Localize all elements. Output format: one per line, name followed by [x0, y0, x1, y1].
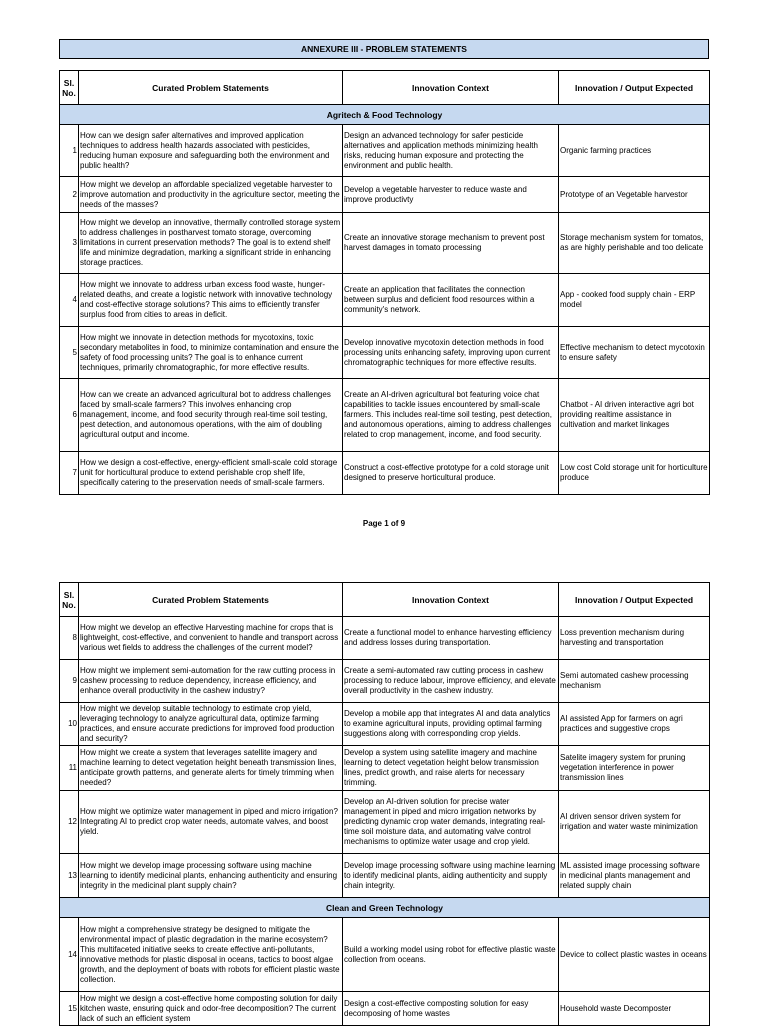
context-cell: Create an AI-driven agricultural bot featuring voice chat capabilities to tackle issues encountered by small-scale farmers. This includes real-time soil testing, pest detection, and autonomous operations, aiming to address challenges related to crop management, income, and food security.	[343, 379, 559, 452]
context-cell: Create a functional model to enhance harvesting efficiency and address losses during transportation.	[343, 617, 559, 660]
problem-table-page-2	[59, 582, 710, 1026]
context-cell: Develop a mobile app that integrates AI and data analytics to examine agricultural inputs, providing optimal farming suggestions along with corresponding crop yields.	[343, 703, 559, 746]
output-cell: Prototype of an Vegetable harvestor	[559, 177, 710, 213]
problem-cell: How might we develop image processing software using machine learning to identify medicinal plants, enhancing authenticity and ensuring integrity in the medicinal plant supply chain?	[79, 854, 343, 898]
table-row	[60, 992, 710, 1026]
section-agritech: Agritech & Food Technology	[60, 105, 710, 125]
row-number: 7	[60, 452, 79, 495]
context-cell: Create an innovative storage mechanism to prevent post harvest damages in tomato processing	[343, 213, 559, 274]
output-cell: Semi automated cashew processing mechanism	[559, 660, 710, 703]
row-number: 9	[60, 660, 79, 703]
problem-cell: How might we innovate in detection methods for mycotoxins, toxic secondary metabolites in food, to minimize contamination and ensure the safety of food processing units? The goal is to enhance current techniques, primarily chromatographic, for more effective results.	[79, 327, 343, 379]
page-number: Page 1 of 9	[362, 519, 406, 528]
problem-cell: How might we design a cost-effective home composting solution for daily kitchen waste, ensuring quick and odor-free decomposition? The current lack of such an efficient system	[79, 992, 343, 1026]
context-cell: Develop innovative mycotoxin detection methods in food processing units enhancing safety, improving upon current chromatographic techniques for more effective results.	[343, 327, 559, 379]
row-number: 8	[60, 617, 79, 660]
context-cell: Develop image processing software using machine learning to identify medicinal plants, aiding authenticity and supply chain integrity.	[343, 854, 559, 898]
problem-cell: How can we design safer alternatives and improved application techniques to address health hazards associated with pesticides, reducing human exposure and safeguarding both the environment and public health?	[79, 125, 343, 177]
table-row	[60, 274, 710, 327]
header-context: Innovation Context	[343, 583, 559, 617]
table-row	[60, 617, 710, 660]
table-row	[60, 327, 710, 379]
section-clean: Clean and Green Technology	[60, 898, 710, 918]
output-cell: Household waste Decomposter	[559, 992, 710, 1026]
problem-cell: How might we develop an innovative, thermally controlled storage system to address challenges in postharvest tomato storage, overcoming limitations in current preservation methods? The goal is to extend shelf life and minimize degradation, marking a significant stride in enhancing storage practices.	[79, 213, 343, 274]
table-row	[60, 660, 710, 703]
problem-cell: How might we develop suitable technology to estimate crop yield, leveraging technology to analyze agricultural data, optimize farming practices, and ensure accurate predictions for improved food production and security?	[79, 703, 343, 746]
problem-cell: How might we optimize water management in piped and micro irrigation? Integrating AI to predict crop water needs, automate valves, and boost yield.	[79, 791, 343, 854]
output-cell: Device to collect plastic wastes in oceans	[559, 918, 710, 992]
output-cell: Organic farming practices	[559, 125, 710, 177]
header-sl-no: Sl. No.	[60, 71, 79, 105]
table-row	[60, 918, 710, 992]
header-context: Innovation Context	[343, 71, 559, 105]
context-cell: Design an advanced technology for safer pesticide alternatives and application methods minimizing health risks, reducing human exposure and protecting the environment and public health.	[343, 125, 559, 177]
output-cell: ML assisted image processing software in medicinal plants management and related supply chain	[559, 854, 710, 898]
context-cell: Design a cost-effective composting solution for easy decomposing of home wastes	[343, 992, 559, 1026]
output-cell: Satelite imagery system for pruning vegetation interference in power transmission lines	[559, 746, 710, 791]
header-output: Innovation / Output Expected	[559, 71, 710, 105]
row-number: 11	[60, 746, 79, 791]
row-number: 1	[60, 125, 79, 177]
problem-cell: How might we implement semi-automation for the raw cutting process in cashew processing to reduce dependency, increase efficiency, and enhance overall productivity in the cashew industry?	[79, 660, 343, 703]
context-cell: Develop a vegetable harvester to reduce waste and improve productivty	[343, 177, 559, 213]
problem-table-page-1	[59, 70, 710, 495]
row-number: 13	[60, 854, 79, 898]
context-cell: Create a semi-automated raw cutting process in cashew processing to reduce labour, improve efficiency, and elevate overall productivity in the cashew industry.	[343, 660, 559, 703]
annexure-title: ANNEXURE III - PROBLEM STATEMENTS	[59, 39, 709, 59]
output-cell: Effective mechanism to detect mycotoxin to ensure safety	[559, 327, 710, 379]
problem-cell: How might we innovate to address urban excess food waste, hunger-related deaths, and create a logistic network with innovative technology and cost-effective storage solutions? This aims to efficiently transfer surplus food from cities to areas in deficit.	[79, 274, 343, 327]
output-cell: Storage mechanism system for tomatos, as are highly perishable and too delicate	[559, 213, 710, 274]
row-number: 4	[60, 274, 79, 327]
output-cell: AI driven sensor driven system for irrigation and water waste minimization	[559, 791, 710, 854]
header-problem: Curated Problem Statements	[79, 71, 343, 105]
table-row	[60, 854, 710, 898]
context-cell: Develop a system using satellite imagery and machine learning to detect vegetation height below transmission lines, predict growth, and raise alerts for necessary trimming.	[343, 746, 559, 791]
problem-cell: How might we develop an affordable specialized vegetable harvester to improve automation and productivity in the agriculture sector, meeting the needs of the masses?	[79, 177, 343, 213]
row-number: 14	[60, 918, 79, 992]
context-cell: Create an application that facilitates the connection between surplus and deficient food resources within a community's network.	[343, 274, 559, 327]
table-row	[60, 452, 710, 495]
table-row	[60, 379, 710, 452]
table-row	[60, 177, 710, 213]
problem-cell: How might we create a system that leverages satellite imagery and machine learning to detect vegetation height beneath transmission lines, anticipate growth patterns, and generate alerts for timely trimming when needed?	[79, 746, 343, 791]
output-cell: Low cost Cold storage unit for horticulture produce	[559, 452, 710, 495]
context-cell: Build a working model using robot for effective plastic waste collection from oceans.	[343, 918, 559, 992]
row-number: 5	[60, 327, 79, 379]
problem-cell: How we design a cost-effective, energy-efficient small-scale cold storage unit for horticultural produce to extend perishable crop shelf life, specifically catering to the preservation needs of small-scale farmers.	[79, 452, 343, 495]
row-number: 6	[60, 379, 79, 452]
table-row	[60, 746, 710, 791]
row-number: 3	[60, 213, 79, 274]
row-number: 12	[60, 791, 79, 854]
table-header-row	[60, 583, 710, 617]
output-cell: AI assisted App for farmers on agri practices and suggestive crops	[559, 703, 710, 746]
row-number: 2	[60, 177, 79, 213]
context-cell: Develop an AI-driven solution for precise water management in piped and micro irrigation networks by predicting dynamic crop water demands, integrating real-time soil moisture data, and automating valve control mechanisms to optimize water usage and crop yield.	[343, 791, 559, 854]
header-output: Innovation / Output Expected	[559, 583, 710, 617]
output-cell: Chatbot - AI driven interactive agri bot providing realtime assistance in cultivation and market linkages	[559, 379, 710, 452]
output-cell: App - cooked food supply chain - ERP model	[559, 274, 710, 327]
section-row	[60, 898, 710, 918]
table-header-row	[60, 71, 710, 105]
output-cell: Loss prevention mechanism during harvesting and transportation	[559, 617, 710, 660]
header-sl-no: Sl. No.	[60, 583, 79, 617]
problem-cell: How might a comprehensive strategy be designed to mitigate the environmental impact of plastic degradation in the marine ecosystem? This multifaceted initiative seeks to create effective anti-pollutants, innovative methods for plastic disposal in oceans, tactics to boost algae growth, and the deployment of boats with robots for efficient plastic waste collection.	[79, 918, 343, 992]
problem-cell: How can we create an advanced agricultural bot to address challenges faced by small-scale farmers? This involves enhancing crop management, income, and food security through real-time soil testing, pest detection, and autonomous operations, with the aim of doubling agricultural output and income.	[79, 379, 343, 452]
table-row	[60, 703, 710, 746]
table-row	[60, 213, 710, 274]
context-cell: Construct a cost-effective prototype for a cold storage unit designed to preserve horticultural produce.	[343, 452, 559, 495]
problem-cell: How might we develop an effective Harvesting machine for crops that is lightweight, cost-effective, and convenient to handle and transport across various wet fields to address the challenges of the current model?	[79, 617, 343, 660]
section-row	[60, 105, 710, 125]
table-row	[60, 125, 710, 177]
row-number: 15	[60, 992, 79, 1026]
row-number: 10	[60, 703, 79, 746]
header-problem: Curated Problem Statements	[79, 583, 343, 617]
table-row	[60, 791, 710, 854]
